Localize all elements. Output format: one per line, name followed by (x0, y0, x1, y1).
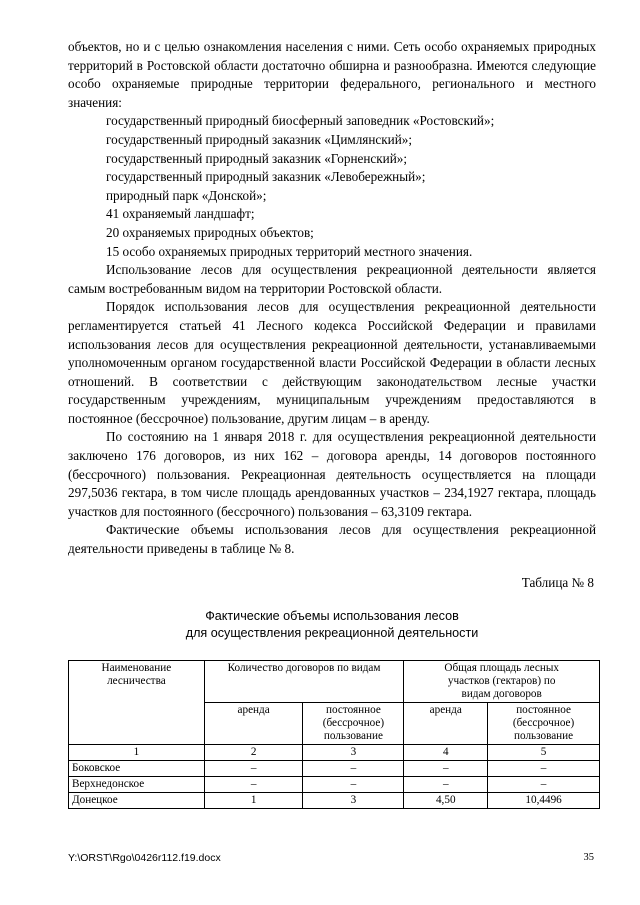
column-number: 4 (404, 745, 488, 761)
header-permanent-area: постоянное (бессрочное) пользование (488, 703, 600, 745)
list-item: государственный природный заказник «Цимлянский»; (106, 131, 413, 147)
forestry-name: Верхнедонское (69, 777, 205, 793)
table-label: Таблица № 8 (521, 575, 594, 590)
header-permanent-count: постоянное (бессрочное) пользование (303, 703, 404, 745)
table-row (69, 777, 600, 793)
list-item: 15 особо охраняемых природных территорий местного значения. (106, 243, 473, 259)
column-number: 3 (303, 745, 404, 761)
table-row (69, 761, 600, 777)
header-rent-area: аренда (404, 703, 488, 745)
forestry-name: Донецкое (69, 793, 205, 809)
recreation-table (68, 660, 600, 809)
table-caption-line-1: Фактические объемы использования лесов (205, 609, 459, 623)
list-item: природный парк «Донской»; (106, 187, 267, 203)
paragraph-5: Фактические объемы использования лесов для осуществления рекреационной деятельности приведены в таблице № 8. (68, 522, 596, 557)
table-cell: – (404, 777, 488, 793)
table-cell: – (404, 761, 488, 777)
table-cell: – (303, 777, 404, 793)
page-number: 35 (583, 852, 594, 863)
table-cell: 1 (204, 793, 303, 809)
list-item: государственный природный заказник «Левобережный»; (106, 169, 426, 185)
header-forestry-name: Наименование лесничества (69, 661, 205, 745)
header-area: Общая площадь лесных участков (гектаров) по видам договоров (404, 661, 600, 703)
paragraph-3: Порядок использования лесов для осуществления рекреационной деятельности регламентируется статьей 41 Лесного кодекса Российской Федерации и правилами использования лесов для осуществления рекреационной деятельности, устанавливаемыми уполномоченным органом государственной власти Российской Федерации в области лесных отношений. В соответствии с действующим законодательством лесные участки государственным учреждениям, муниципальным учреждениям предоставляются в постоянное (бессрочное) пользование, другим лицам – в аренду. (68, 299, 596, 426)
paragraph-4: По состоянию на 1 января 2018 г. для осуществления рекреационной деятельности заключено 176 договоров, из них 162 – договора аренды, 14 договоров постоянного (бессрочного) пользования. Рекреационная деятельность осуществляется на площади 297,5036 гектара, в том числе площадь арендованных участков – 234,1927 гектара, площадь участков для постоянного (бессрочного) пользования – 63,3109 гектара. (68, 429, 596, 519)
list-item: 20 охраняемых природных объектов; (106, 224, 314, 240)
list-item: государственный природный заказник «Горненский»; (106, 150, 408, 166)
column-number: 5 (488, 745, 600, 761)
table-cell: 3 (303, 793, 404, 809)
table-caption-line-2: для осуществления рекреационной деятельности (185, 626, 479, 640)
table-cell: 10,4496 (488, 793, 600, 809)
table-cell: – (303, 761, 404, 777)
list-item: 41 охраняемый ландшафт; (106, 206, 255, 222)
table-row (69, 793, 600, 809)
protected-areas-list (68, 112, 596, 261)
table-cell: – (204, 777, 303, 793)
forestry-name: Боковское (69, 761, 205, 777)
footer-file-path: Y:\ORST\Rgo\0426r112.f19.docx (68, 852, 221, 864)
column-number: 1 (69, 745, 205, 761)
table-cell: – (488, 777, 600, 793)
paragraph-1: объектов, но и с целью ознакомления населения с ними. Сеть особо охраняемых природных территорий в Ростовской области достаточно обширна и разнообразна. Имеются следующие особо охраняемые природные территории федерального, регионального и местного значения: (68, 39, 596, 110)
header-contracts: Количество договоров по видам (204, 661, 404, 703)
list-item: государственный природный биосферный заповедник «Ростовский»; (106, 113, 495, 129)
column-number: 2 (204, 745, 303, 761)
table-number-row (69, 745, 600, 761)
table-cell: – (488, 761, 600, 777)
table-caption (68, 608, 596, 642)
header-rent-count: аренда (204, 703, 303, 745)
table-cell: 4,50 (404, 793, 488, 809)
body-text (68, 38, 596, 559)
table-cell: – (204, 761, 303, 777)
paragraph-2: Использование лесов для осуществления рекреационной деятельности является самым востребованным видом на территории Ростовской области. (68, 262, 596, 296)
